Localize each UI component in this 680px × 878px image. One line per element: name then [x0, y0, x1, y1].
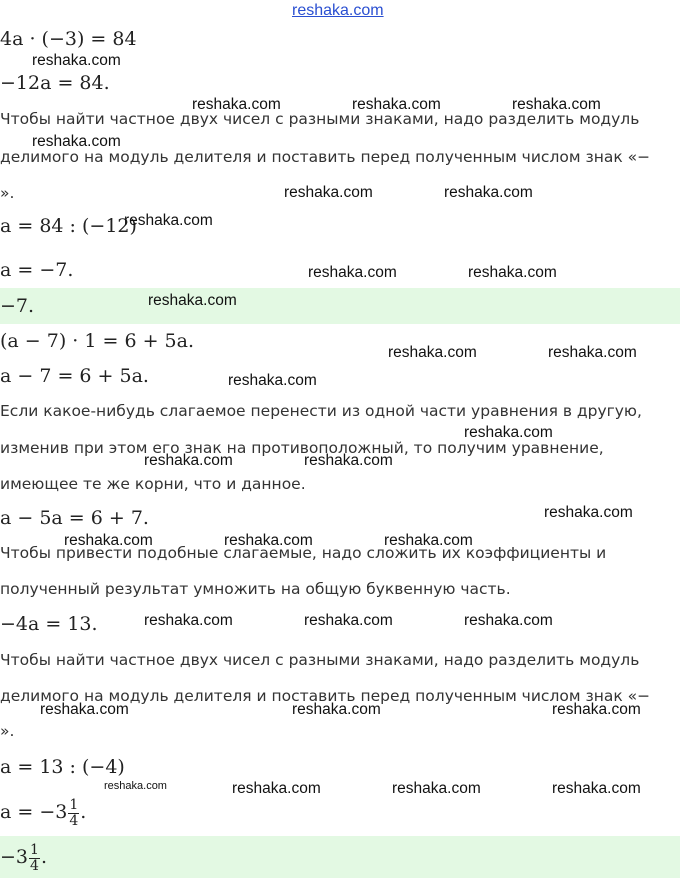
- watermark: reshaka.com: [552, 780, 641, 797]
- watermark: reshaka.com: [232, 780, 321, 797]
- watermark: reshaka.com: [32, 52, 121, 69]
- paragraph-2-line-2: изменив при этом его знак на противоположный, то получим уравнение,: [0, 439, 604, 457]
- equation-line-6: a − 7 = 6 + 5a.: [0, 365, 149, 387]
- watermark: reshaka.com: [224, 532, 313, 549]
- watermark: reshaka.com: [192, 96, 281, 113]
- watermark: reshaka.com: [468, 264, 557, 281]
- watermark: reshaka.com: [552, 701, 641, 718]
- answer-fraction-numerator: 1: [30, 841, 39, 858]
- paragraph-2-line-1: Если какое-нибудь слагаемое перенести из одной части уравнения в другую,: [0, 402, 642, 420]
- equation-line-2: −12a = 84.: [0, 72, 110, 94]
- watermark: reshaka.com: [548, 344, 637, 361]
- answer-period: .: [40, 846, 47, 868]
- paragraph-4-line-3: ».: [0, 722, 15, 740]
- equation-line-9: a = 13 : (−4): [0, 756, 125, 778]
- watermark: reshaka.com: [144, 452, 233, 469]
- paragraph-1-line-2: делимого на модуль делителя и поставить перед полученным числом знак «−: [0, 148, 651, 166]
- watermark: reshaka.com: [40, 701, 129, 718]
- watermark: reshaka.com: [464, 424, 553, 441]
- paragraph-2-line-3: имеющее те же корни, что и данное.: [0, 475, 306, 493]
- watermark: reshaka.com: [228, 372, 317, 389]
- period: .: [80, 801, 87, 823]
- paragraph-1-line-1: Чтобы найти частное двух чисел с разными знаками, надо разделить модуль: [0, 110, 640, 128]
- answer-1: −7.: [0, 295, 35, 317]
- paragraph-1-line-3: ».: [0, 184, 15, 202]
- equation-line-7: a − 5a = 6 + 7.: [0, 507, 149, 529]
- answer-2: [0, 840, 47, 874]
- paragraph-3-line-1: Чтобы привести подобные слагаемые, надо сложить их коэффициенты и: [0, 544, 607, 562]
- answer-box-2: [0, 836, 680, 878]
- watermark: reshaka.com: [64, 532, 153, 549]
- watermark: reshaka.com: [124, 212, 213, 229]
- paragraph-3-line-2: полученный результат умножить на общую буквенную часть.: [0, 580, 511, 598]
- answer-mixed-whole: −3: [0, 846, 29, 868]
- equation-line-1: 4a · (−3) = 84: [0, 28, 137, 50]
- fraction-denominator: 4: [69, 812, 79, 829]
- equation-line-10: [0, 795, 86, 829]
- equation-line-5: (a − 7) · 1 = 6 + 5a.: [0, 330, 194, 352]
- paragraph-4-line-2: делимого на модуль делителя и поставить перед полученным числом знак «−: [0, 687, 651, 705]
- watermark: reshaka.com: [292, 701, 381, 718]
- watermark: reshaka.com: [308, 264, 397, 281]
- equation-line-8: −4a = 13.: [0, 613, 98, 635]
- fraction: [68, 798, 79, 829]
- mixed-number-whole: a = −3: [0, 801, 68, 823]
- answer-fraction-denominator: 4: [30, 857, 39, 874]
- fraction-numerator: 1: [69, 796, 79, 813]
- answer-fraction: [29, 843, 40, 874]
- watermark: reshaka.com: [512, 96, 601, 113]
- watermark: reshaka.com: [148, 292, 237, 309]
- equation-line-3: a = 84 : (−12): [0, 215, 137, 237]
- watermark-small: reshaka.com: [104, 780, 167, 792]
- watermark: reshaka.com: [144, 612, 233, 629]
- watermark: reshaka.com: [304, 452, 393, 469]
- watermark: reshaka.com: [464, 612, 553, 629]
- watermark: reshaka.com: [284, 184, 373, 201]
- watermark: reshaka.com: [352, 96, 441, 113]
- watermark: reshaka.com: [32, 133, 121, 150]
- watermark: reshaka.com: [392, 780, 481, 797]
- watermark: reshaka.com: [444, 184, 533, 201]
- watermark: reshaka.com: [304, 612, 393, 629]
- answer-box-1: [0, 288, 680, 324]
- paragraph-4-line-1: Чтобы найти частное двух чисел с разными знаками, надо разделить модуль: [0, 651, 640, 669]
- equation-line-4: a = −7.: [0, 259, 74, 281]
- watermark: reshaka.com: [544, 504, 633, 521]
- site-link[interactable]: reshaka.com: [292, 2, 384, 19]
- watermark: reshaka.com: [384, 532, 473, 549]
- watermark: reshaka.com: [388, 344, 477, 361]
